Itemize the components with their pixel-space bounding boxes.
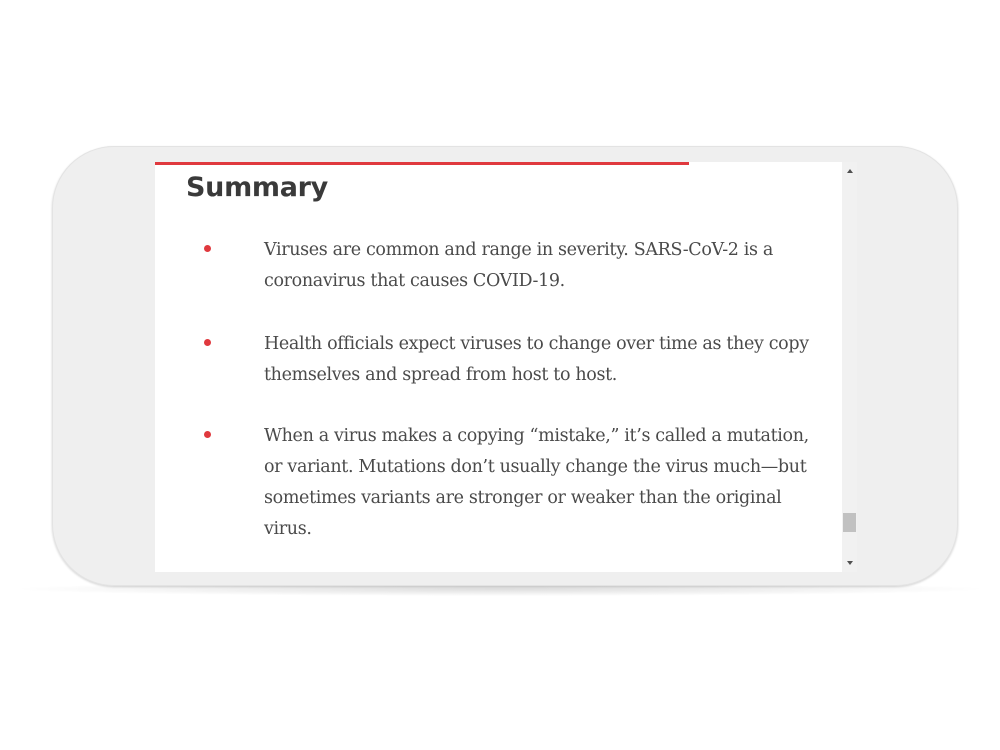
- vertical-scrollbar[interactable]: [842, 162, 857, 572]
- scrollbar-thumb[interactable]: [843, 513, 856, 532]
- bullet-icon: [204, 339, 211, 346]
- list-item-text: When a virus makes a copying “mistake,” it’s called a mutation, or variant. Mutations don’t usually change the virus much—but sometimes variants are stronger or weaker than the original virus.: [264, 426, 809, 539]
- scroll-down-button[interactable]: [842, 555, 857, 572]
- chevron-up-icon: [847, 169, 853, 173]
- bullet-icon: [204, 431, 211, 438]
- page-title: Summary: [186, 172, 328, 203]
- article-content: [155, 162, 841, 572]
- article-viewport[interactable]: [155, 162, 857, 572]
- list-item-text: Viruses are common and range in severity. SARS-CoV-2 is a coronavirus that causes COVID-19.: [264, 240, 773, 291]
- scroll-up-button[interactable]: [842, 162, 857, 179]
- chevron-down-icon: [847, 561, 853, 565]
- bullet-icon: [204, 245, 211, 252]
- list-item-text: Health officials expect viruses to change over time as they copy themselves and spread from host to host.: [264, 334, 809, 385]
